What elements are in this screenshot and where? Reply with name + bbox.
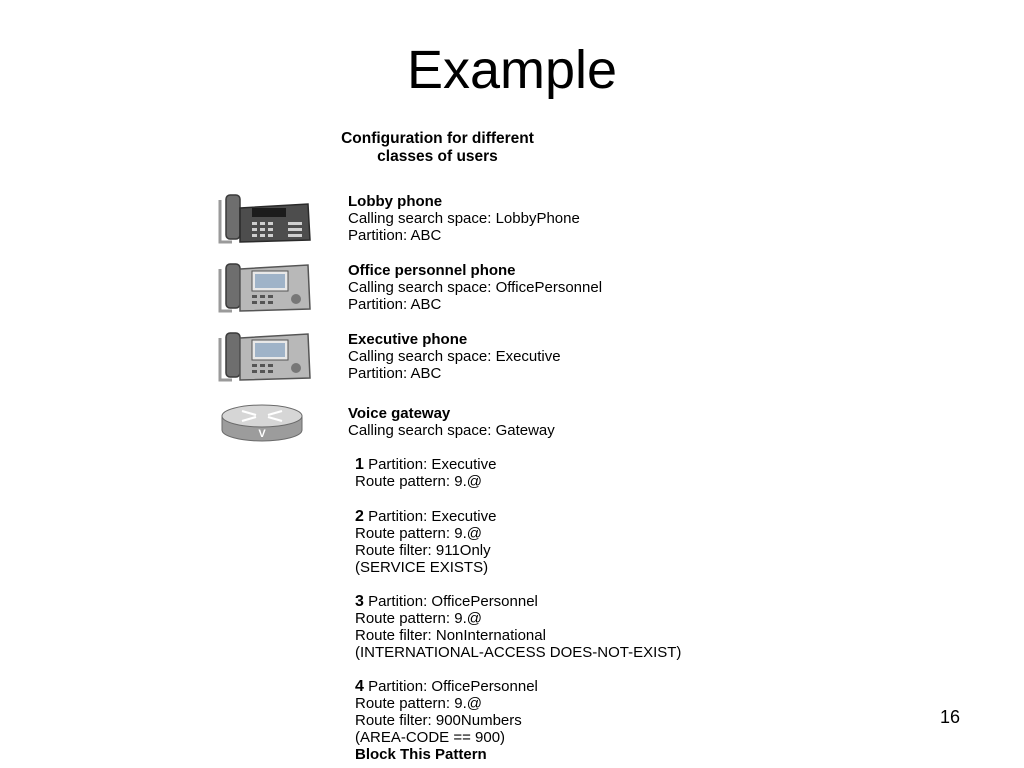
partition: Partition: ABC — [348, 227, 442, 244]
entry-2 — [355, 508, 496, 576]
filter-condition: (INTERNATIONAL-ACCESS DOES-NOT-EXIST) — [355, 644, 682, 661]
device-name: Lobby phone — [348, 193, 443, 210]
entry-heading — [355, 508, 496, 525]
ip-phone-color-screen-icon — [212, 259, 312, 315]
entry-partition: Partition: Executive — [363, 508, 497, 525]
device-lobby-phone — [348, 193, 580, 244]
route-filter: Route filter: NonInternational — [355, 627, 546, 644]
entry-heading — [355, 678, 538, 695]
device-name: Voice gateway — [348, 405, 451, 422]
route-pattern: Route pattern: 9.@ — [355, 695, 482, 712]
figure-heading-line-2: classes of users — [377, 148, 498, 165]
entry-1 — [355, 456, 496, 490]
entry-number: 1 — [355, 456, 364, 473]
entry-partition: Partition: Executive — [363, 456, 497, 473]
entry-number: 2 — [355, 508, 364, 525]
entry-partition: Partition: OfficePersonnel — [363, 593, 538, 610]
slide-title: Example — [406, 40, 618, 100]
entry-heading — [355, 593, 681, 610]
device-executive-phone — [348, 331, 561, 382]
device-name: Executive phone — [348, 331, 468, 348]
figure-heading — [300, 130, 575, 166]
entry-number: 4 — [355, 678, 364, 695]
device-name: Office personnel phone — [348, 262, 516, 279]
block-pattern-label: Block This Pattern — [355, 746, 487, 763]
filter-condition: (SERVICE EXISTS) — [355, 559, 489, 576]
filter-condition: (AREA-CODE == 900) — [355, 729, 506, 746]
ip-phone-dark-screen-icon — [212, 190, 312, 246]
entry-3 — [355, 593, 681, 661]
figure-heading-line-1: Configuration for different — [341, 130, 534, 147]
entry-4 — [355, 678, 538, 763]
entry-partition: Partition: OfficePersonnel — [363, 678, 538, 695]
calling-search-space: Calling search space: Gateway — [348, 422, 555, 439]
calling-search-space: Calling search space: OfficePersonnel — [348, 279, 603, 296]
svg-text:V: V — [258, 428, 266, 440]
route-pattern: Route pattern: 9.@ — [355, 473, 482, 490]
route-pattern: Route pattern: 9.@ — [355, 610, 482, 627]
partition: Partition: ABC — [348, 296, 442, 313]
entry-number: 3 — [355, 593, 364, 610]
entry-heading — [355, 456, 496, 473]
page-number: 16 — [939, 707, 961, 727]
route-pattern: Route pattern: 9.@ — [355, 525, 482, 542]
route-filter: Route filter: 900Numbers — [355, 712, 522, 729]
device-voice-gateway — [348, 405, 555, 439]
voice-gateway-router-icon — [220, 402, 304, 442]
partition: Partition: ABC — [348, 365, 442, 382]
ip-phone-color-screen-icon — [212, 328, 312, 384]
calling-search-space: Calling search space: Executive — [348, 348, 561, 365]
device-office-personnel-phone — [348, 262, 602, 313]
route-filter: Route filter: 911Only — [355, 542, 491, 559]
calling-search-space: Calling search space: LobbyPhone — [348, 210, 580, 227]
